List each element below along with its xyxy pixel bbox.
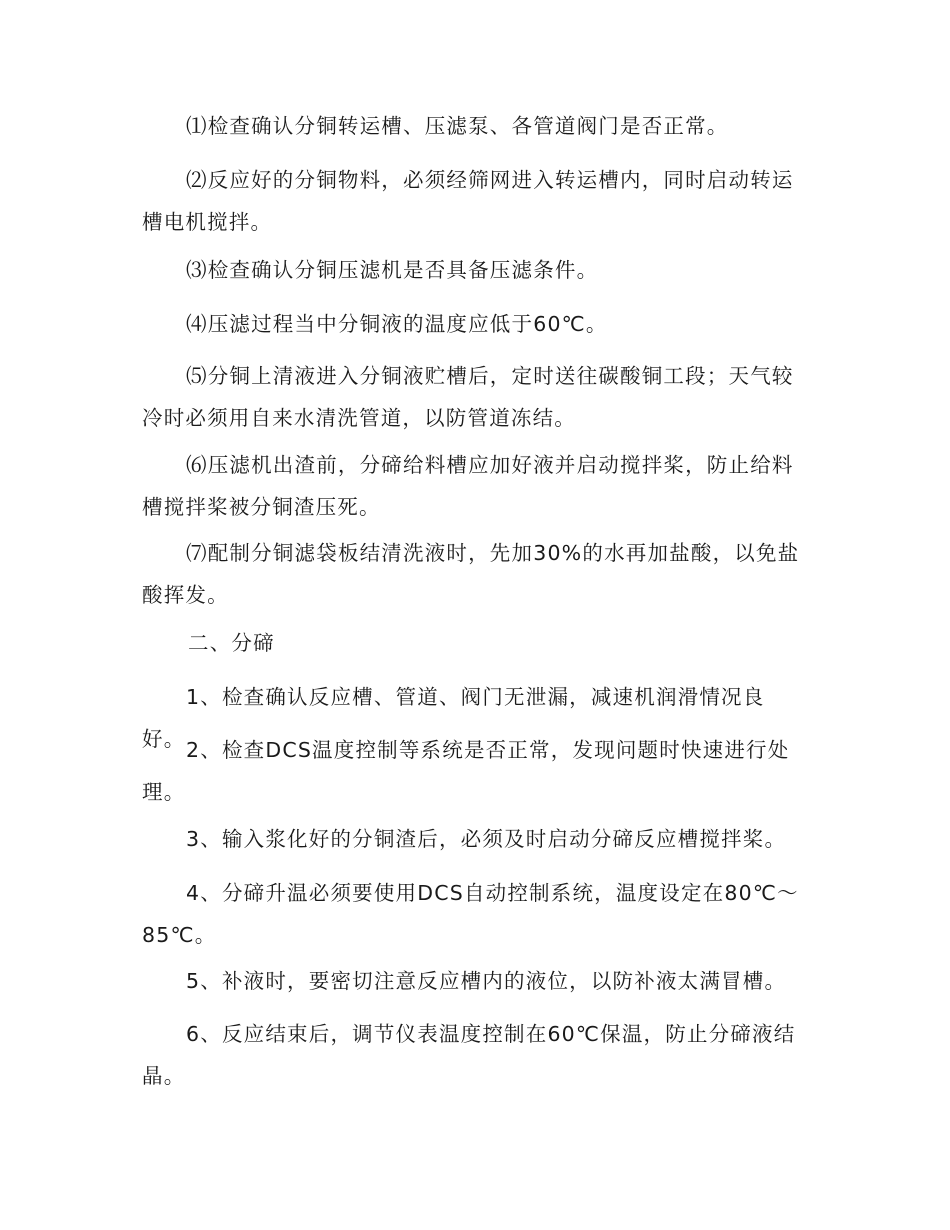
- paragraph-7: ⑺配制分铜滤袋板结清洗液时，先加30%的水再加盐酸，以免盐酸挥发。: [142, 541, 800, 607]
- section-item-4: 4、分碲升温必须要使用DCS自动控制系统，温度设定在80℃～85℃。: [142, 881, 799, 947]
- section-item-6: 6、反应结束后，调节仪表温度控制在60℃保温，防止分碲液结晶。: [142, 1022, 796, 1088]
- paragraph-6: ⑹压滤机出渣前，分碲给料槽应加好液并启动搅拌桨，防止给料槽搅拌桨被分铜渣压死。: [142, 453, 794, 519]
- section-item-3: 3、输入浆化好的分铜渣后，必须及时启动分碲反应槽搅拌桨。: [186, 827, 787, 851]
- section-item-2: 2、检查DCS温度控制等系统是否正常，发现问题时快速进行处理。: [142, 738, 790, 804]
- section-item-1: 1、检查确认反应槽、管道、阀门无泄漏，减速机润滑情况良好。: [142, 685, 765, 751]
- paragraph-3: ⑶检查确认分铜压滤机是否具备压滤条件。: [186, 258, 599, 282]
- paragraph-5: ⑸分铜上清液进入分铜液贮槽后，定时送往碳酸铜工段；天气较冷时必须用自来水清洗管道，以防管道冻结。: [142, 364, 794, 430]
- paragraph-1: ⑴检查确认分铜转运槽、压滤泵、各管道阀门是否正常。: [186, 114, 729, 138]
- paragraph-4: ⑷压滤过程当中分铜液的温度应低于60℃。: [186, 312, 608, 336]
- section-heading: 二、分碲: [188, 631, 275, 655]
- paragraph-2: ⑵反应好的分铜物料，必须经筛网进入转运槽内，同时启动转运槽电机搅拌。: [142, 168, 794, 234]
- section-item-5: 5、补液时，要密切注意反应槽内的液位，以防补液太满冒槽。: [186, 969, 787, 993]
